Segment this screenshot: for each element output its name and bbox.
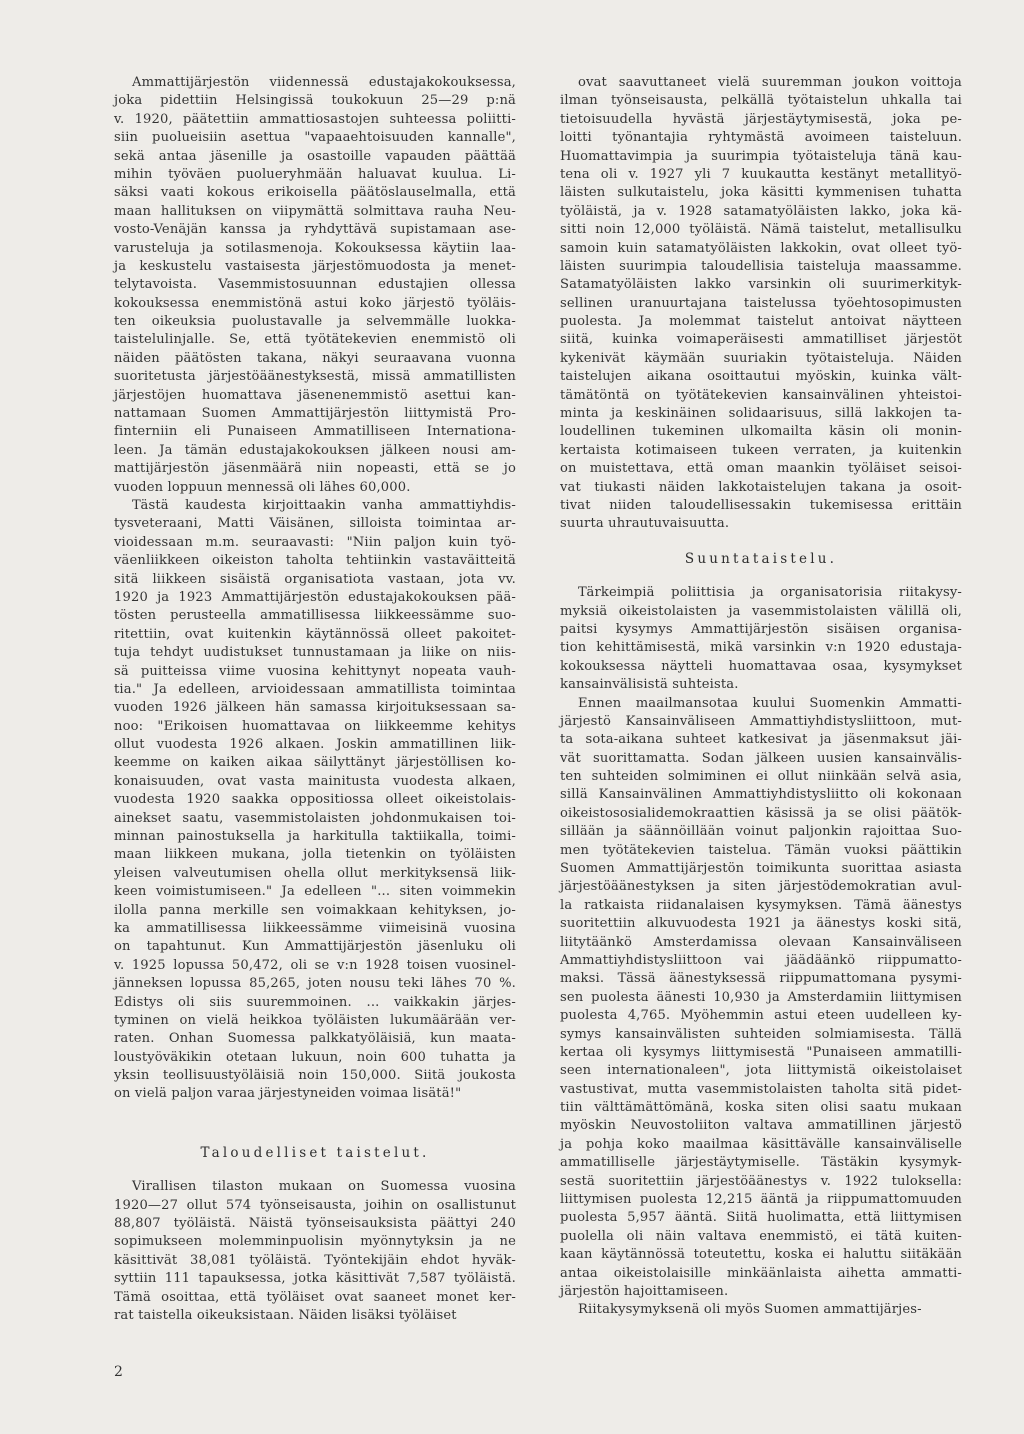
left-column — [114, 74, 516, 1325]
text-line: sen puolesta äänesti 10,930 ja Amsterdamiin liittymisen — [560, 989, 962, 1005]
text-line: työläistä, ja v. 1928 satamatyöläisten lakko, joka kä- — [560, 203, 962, 219]
text-line: maan liikkeen mukana, jolla tietenkin on työläisten — [114, 847, 516, 863]
text-line: keen voimistumiseen." Ja edelleen "... siten voimmekin — [114, 884, 516, 900]
text-line: Ammattijärjestön viidennessä edustajakokouksessa, — [132, 75, 516, 90]
text-line: järjestöäänestyksen ja siten järjestödemokratian avul- — [560, 879, 962, 895]
text-line: kansainvälisistä suhteista. — [560, 677, 739, 693]
text-line: ta sota-aikana suhteet katkesivat ja jäsenmaksut jäi- — [560, 732, 962, 748]
text-line: syttiin 111 tapauksessa, jotka käsittivät 7,587 työläistä. — [114, 1271, 516, 1287]
text-line: tysveteraani, Matti Väisänen, silloista toimintaa ar- — [114, 516, 516, 532]
text-line: tion kehittämisestä, mikä varsinkin v:n 1920 edustaja- — [560, 640, 962, 656]
text-line: taistelulinjalle. Se, että työtätekevien enemmistö oli — [114, 332, 516, 348]
left-paragraph-2 — [114, 497, 516, 1104]
text-line: liitytäänkö Amsterdamissa olevaan Kansainväliseen — [560, 934, 962, 950]
text-line: kaan käytännössä toteutettu, koska ei haluttu siitäkään — [560, 1247, 962, 1263]
text-line: tuja tehdyt uudistukset tunnustamaan ja liike on niis- — [114, 645, 516, 661]
text-line: Virallisen tilaston mukaan on Suomessa vuosina — [132, 1179, 516, 1195]
text-line: sitä liikkeen sisäistä organisatiota vastaan, jota vv. — [114, 571, 516, 587]
text-line: yleisen valveutumisen ohella ollut merkityksensä liik- — [114, 865, 516, 881]
text-line: Riitakysymyksenä oli myös Suomen ammattijärjes- — [578, 1302, 922, 1318]
section-heading-direction: Suuntataistelu. — [684, 550, 838, 567]
right-paragraph-3 — [560, 695, 962, 1302]
text-line: vät suorittamatta. Sodan jälkeen uusien kansainvälis- — [560, 750, 962, 766]
text-line: Edistys oli siis suuremmoinen. ... vaikkakin järjes- — [114, 994, 516, 1010]
left-paragraph-3 — [114, 1178, 516, 1325]
text-line: antaa oikeistolaisille minkäänlaista aihetta ammatti- — [560, 1265, 962, 1281]
text-line: kertaa oli kysymys liittymisestä "Punaiseen ammatilli- — [560, 1044, 962, 1060]
text-line: vosto-Venäjän kanssa ja ryhdyttävä supistamaan ase- — [114, 222, 516, 238]
text-line: kykenivät käymään suuriakin työtaisteluja. Näiden — [560, 350, 962, 366]
text-line: sillään ja säännöillään voinut paljonkin rajoittaa Suo- — [560, 824, 962, 840]
text-line: Ammattiyhdistysliittoon vai jäädäänkö riippumatto- — [560, 952, 962, 968]
text-line: noo: "Erikoisen huomattavaa on liikkeemme kehitys — [114, 718, 516, 734]
text-line: on vielä paljon varaa järjestyneiden voimaa lisätä!" — [114, 1086, 462, 1102]
text-line: ollut vuodesta 1926 alkaen. Joskin ammatillinen liik- — [114, 737, 516, 753]
text-line: ka ammatillisessa liikkeessämme viimeisinä vuosina — [114, 920, 516, 936]
text-line: 88,807 työläistä. Näistä työnseisauksista päättyi 240 — [114, 1216, 516, 1232]
text-line: kertaista kotimaiseen tukeen verraten, ja kuitenkin — [560, 442, 962, 458]
right-paragraph-1 — [560, 74, 962, 534]
text-line: vastustivat, mutta vasemmistolaisten taholta sitä pidet- — [560, 1081, 962, 1097]
text-line: loustyöväkikin otetaan lukuun, noin 600 tuhatta ja — [114, 1049, 516, 1065]
text-line: siitä, kuinka voimaperäisesti ammatilliset järjestöt — [560, 332, 962, 348]
text-line: vuoden 1926 jälkeen hän samassa kirjoituksessaan sa- — [114, 700, 516, 716]
text-line: suoritetusta järjestöäänestyksestä, missä ammatillisten — [114, 369, 516, 385]
text-line: myöskin Neuvostoliiton valtava ammatillinen järjestö — [560, 1118, 962, 1134]
text-line: ritettiin, ovat kuitenkin käytännössä olleet pakoitet- — [114, 626, 516, 642]
text-line: samoin kuin satamatyöläisten lakkokin, ovat olleet työ- — [560, 240, 962, 256]
text-line: puolesta. Ja molemmat taistelut antoivat näytteen — [560, 314, 962, 330]
text-line: joka pidettiin Helsingissä toukokuun 25—29 p:nä — [114, 93, 516, 109]
text-line: sillä Kansainvälinen Ammattiyhdistysliitto oli kokonaan — [560, 787, 962, 803]
text-line: Huomattavimpia ja suurimpia työtaisteluja tänä kau- — [560, 148, 962, 164]
text-line: loudellinen tukeminen ulkomailta käsin oli monin- — [560, 424, 962, 440]
text-line: sitti noin 12,000 työläistä. Nämä taistelut, metallisulku — [560, 222, 962, 238]
text-line: kokouksessa näytteli huomattavaa osaa, kysymykset — [560, 658, 962, 674]
text-line: minta ja keskinäinen solidaarisuus, sillä lakkojen ta- — [560, 406, 962, 422]
text-line: Ennen maailmansotaa kuului Suomenkin Ammatti- — [578, 695, 962, 711]
right-paragraph-4 — [560, 1301, 962, 1319]
text-line: telytavoista. Vasemmistosuunnan edustajien ollessa — [114, 277, 516, 293]
text-line: järjestö Kansainväliseen Ammattiyhdistysliittoon, mut- — [560, 713, 962, 729]
text-line: siin puolueisiin asettua "vapaaehtoisuuden kannalle", — [114, 130, 516, 146]
text-line: ilolla panna merkille sen voimakkaan kehityksen, jo- — [114, 902, 516, 918]
text-line: v. 1925 lopussa 50,472, oli se v:n 1928 toisen vuosinel- — [114, 957, 516, 973]
text-line: sopimukseen molemminpuolisin myönnytyksin ja ne — [114, 1234, 516, 1250]
text-line: sekä antaa jäsenille ja osastoille vapauden päättää — [114, 148, 516, 164]
text-line: taistelujen aikana osoittautui myöskin, kuinka vält- — [560, 369, 962, 385]
text-line: väenliikkeen oikeiston taholta tehtiinkin vastaväitteitä — [114, 553, 516, 569]
text-line: puolella oli näin valtava enemmistö, ei tätä kuiten- — [560, 1228, 962, 1244]
text-line: myksiä oikeistolaisten ja vasemmistolaisten välillä oli, — [560, 603, 962, 619]
text-line: suurta uhrautuvaisuutta. — [560, 516, 730, 532]
text-line: käsittivät 38,081 työläistä. Työntekijäin ehdot hyväk- — [114, 1252, 516, 1268]
text-line: järjestön hajoittamiseen. — [560, 1284, 729, 1299]
text-line: on tapahtunut. Kun Ammattijärjestön jäsenluku oli — [114, 939, 516, 955]
text-line: sä puitteissa viime vuosina kehittynyt nopeata vauh- — [114, 663, 516, 679]
text-line: suoritettiin alkuvuodesta 1921 ja äänestys koski sitä, — [560, 916, 962, 932]
text-line: leen. Ja tämän edustajakokouksen jälkeen nousi am- — [114, 442, 516, 458]
text-line: ten suhteiden solmiminen ei ollut niinkään selvä asia, — [560, 769, 962, 785]
text-line: la ratkaista riidanalaisen kysymyksen. Tämä äänestys — [560, 897, 962, 913]
text-line: järjestöjen huomattava jäsenenemmistö asettui kan- — [114, 387, 516, 403]
text-line: ammatilliselle järjestäytymiselle. Tästäkin kysymyk- — [560, 1155, 962, 1171]
text-line: kokouksessa enemmistönä astui koko järjestö työläis- — [114, 295, 516, 311]
text-line: liittymisen puolesta 12,215 ääntä ja riippumattomuuden — [560, 1192, 962, 1208]
text-line: v. 1920, päätettiin ammattiosastojen suhteessa poliitti- — [114, 111, 516, 127]
text-line: sestä suoritettiin järjestöäänestys v. 1922 tuloksella: — [560, 1173, 962, 1189]
text-line: vioidessaan m.m. seuraavasti: "Niin paljon kuin työ- — [114, 534, 516, 550]
text-line: rat taistella oikeuksistaan. Näiden lisäksi työläiset — [114, 1308, 457, 1323]
text-line: läisten suurimpia taloudellisia taisteluja maassamme. — [560, 258, 962, 274]
text-line: puolesta 4,765. Myöhemmin astui eteen uudelleen ky- — [560, 1008, 962, 1024]
text-line: yksin teollisuustyöläisiä noin 150,000. Siitä joukosta — [114, 1068, 516, 1084]
text-line: varusteluja ja sotilasmenoja. Kokouksessa käytiin laa- — [114, 240, 516, 256]
text-line: vat tiukasti näiden lakkotaistelujen takana ja osoit- — [560, 479, 962, 495]
right-column — [560, 74, 962, 1320]
text-line: tyminen on vielä heikkoa työläisten lukumäärään ver- — [114, 1012, 516, 1028]
text-line: Satamatyöläisten lakko varsinkin oli suurimerkityk- — [560, 277, 962, 293]
text-line: paitsi kysymys Ammattijärjestön sisäisen organisa- — [560, 621, 962, 637]
section-heading-economic: Taloudelliset taistelut. — [200, 1144, 430, 1161]
text-line: mihin työväen puolueryhmään haluavat kuulua. Li- — [114, 166, 516, 182]
text-line: loitti työnantajia ryhtymästä avoimeen taisteluun. — [560, 130, 962, 146]
right-paragraph-2 — [560, 584, 962, 694]
text-line: oikeistososialidemokraattien käsissä ja se olisi päätök- — [560, 805, 962, 821]
text-line: finterniin eli Punaiseen Ammatilliseen Internationa- — [114, 424, 516, 440]
text-line: Tästä kaudesta kirjoittaakin vanha ammattiyhdis- — [132, 497, 516, 513]
text-line: ovat saavuttaneet vielä suuremman joukon voittoja — [578, 75, 962, 90]
text-line: ten oikeuksia puolustavalle ja selvemmälle luokka- — [114, 314, 516, 330]
text-line: maan hallituksen on viipymättä solmittava rauha Neu- — [114, 203, 516, 219]
text-line: ja pohja koko maailmaa käsittävälle kansainväliselle — [560, 1136, 962, 1152]
text-line: ja keskustelu vastaisesta järjestömuodosta ja menet- — [114, 258, 516, 274]
text-line: symys kansainvälisten suhteiden solmiamisesta. Tällä — [560, 1026, 962, 1042]
text-line: ainekset saatu, vasemmistolaisten johdonmukaisen toi- — [114, 810, 516, 826]
text-line: seen internationaleen", jota liittymistä oikeistolaiset — [560, 1063, 962, 1079]
text-line: tena oli v. 1927 yli 7 kuukautta kestänyt metallityö- — [560, 166, 962, 182]
text-line: men työtätekevien taistelua. Tämän vuoksi päättikin — [560, 842, 962, 858]
text-line: tiin välttämättömänä, koska siten olisi saatu mukaan — [560, 1100, 962, 1116]
text-line: tösten perusteella ammatillisessa liikkeessämme suo- — [114, 608, 516, 624]
text-line: Tärkeimpiä poliittisia ja organisatorisia riitakysy- — [578, 585, 962, 601]
text-line: 1920 ja 1923 Ammattijärjestön edustajakokouksen pää- — [114, 589, 516, 605]
text-line: jänneksen lopussa 85,265, joten nousu teki lähes 70 %. — [114, 976, 516, 992]
text-line: Suomen Ammattijärjestön toimikunta suorittaa asiasta — [560, 861, 962, 877]
left-paragraph-1 — [114, 74, 516, 497]
text-line: maksi. Tässä äänestyksessä riippumattomana pysymi- — [560, 971, 962, 987]
text-line: tivat niiden taloudellisessakin tukemisessa erittäin — [560, 497, 962, 513]
text-line: Tämä osoittaa, että työläiset ovat saaneet monet ker- — [114, 1289, 516, 1305]
text-line: keemme on kaiken aikaa säilyttänyt järjestöllisen ko- — [114, 755, 516, 771]
page-number: 2 — [114, 1364, 123, 1380]
text-line: nattamaan Suomen Ammattijärjestön liittymistä Pro- — [114, 406, 516, 422]
text-line: raten. Onhan Suomessa palkkatyöläisiä, kun maata- — [114, 1031, 516, 1047]
text-line: mattijärjestön jäsenmäärä niin nopeasti, että se jo — [114, 461, 516, 477]
text-line: tämätöntä on työtätekevien kansainvälinen yhteistoi- — [560, 387, 962, 403]
text-line: säksi vaati kokous erikoisella päätöslauselmalla, että — [114, 185, 516, 201]
text-line: näiden päätösten takana, näkyi seuraavana vuonna — [114, 350, 516, 366]
text-line: minnan painostuksella ja harkitulla taktiikalla, toimi- — [114, 829, 516, 845]
text-line: vuodesta 1920 saakka oppositiossa olleet oikeistolais- — [114, 792, 516, 808]
text-line: puolesta 5,957 ääntä. Siitä huolimatta, että liittymisen — [560, 1210, 962, 1226]
text-line: tia." Ja edelleen, arvioidessaan ammatillista toimintaa — [114, 681, 516, 697]
text-line: konaisuuden, ovat vasta mainitusta vuodesta alkaen, — [114, 773, 516, 789]
text-line: 1920—27 ollut 574 työnseisausta, joihin on osallistunut — [114, 1197, 516, 1213]
text-line: tietoisuudella hyvästä järjestäytymisestä, joka pe- — [560, 111, 962, 127]
text-line: on muistettava, että oman maankin työläiset seisoi- — [560, 461, 962, 477]
text-line: sellinen uranuurtajana taistelussa työehtosopimusten — [560, 295, 962, 311]
text-line: läisten sulkutaistelu, joka käsitti kymmenisen tuhatta — [560, 185, 962, 201]
text-line: vuoden loppuun mennessä oli lähes 60,000. — [114, 479, 411, 495]
text-line: ilman työnseisausta, pelkällä työtaistelun uhkalla tai — [560, 93, 962, 109]
